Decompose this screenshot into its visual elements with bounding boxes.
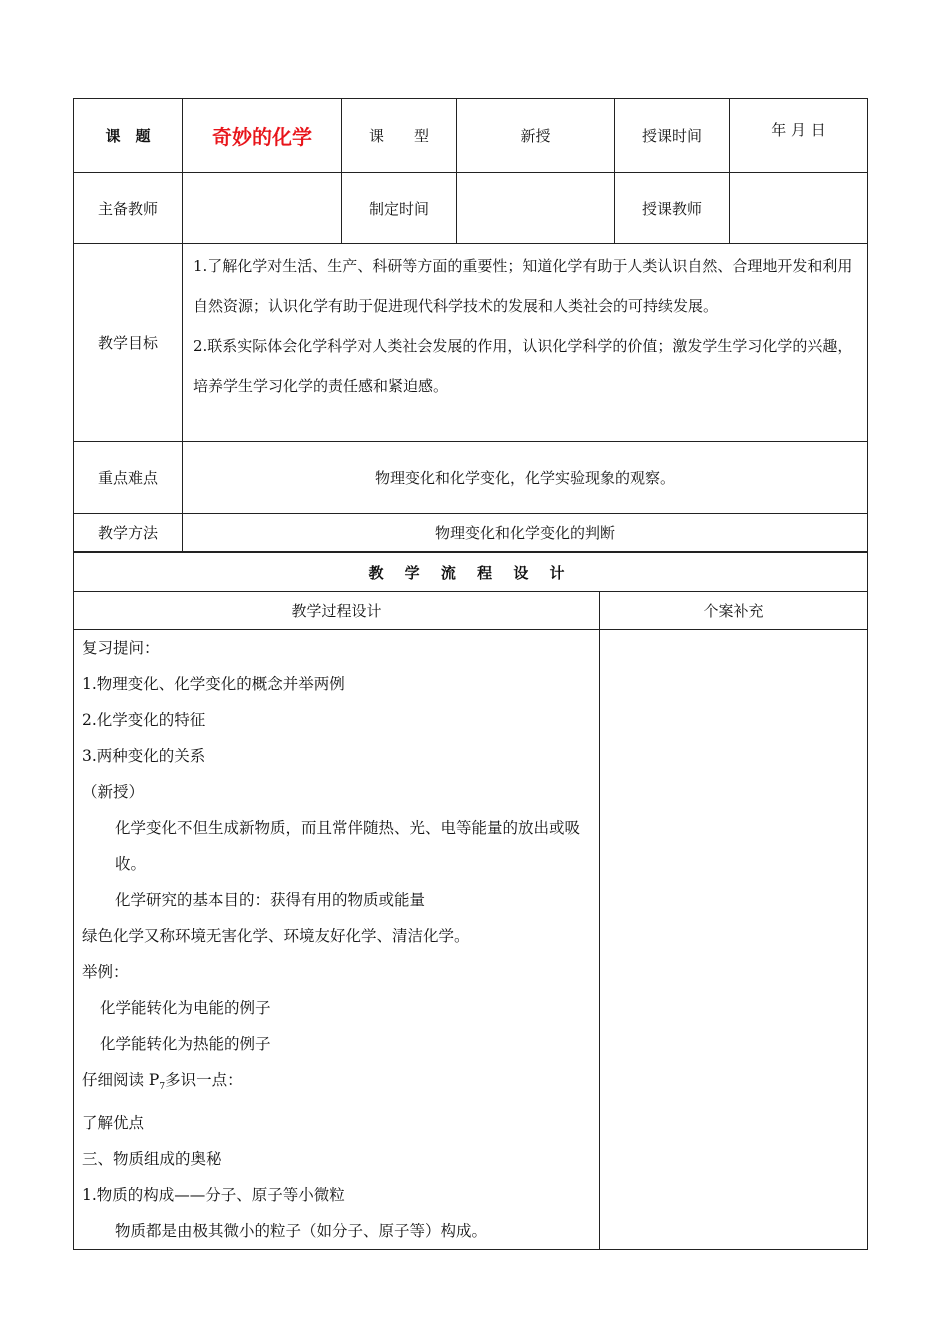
supplement-column-header: 个案补充 — [600, 592, 868, 630]
line-purpose: 化学研究的基本目的：获得有用的物质或能量 — [115, 891, 426, 909]
objective-2: 2.联系实际体会化学科学对人类社会发展的作用，认识化学科学的价值；激发学生学习化学的兴趣，培养学生学习化学的责任感和紧迫感。 — [193, 337, 853, 395]
topic-value: 奇妙的化学 — [183, 99, 342, 173]
line-read-b: 多识一点： — [165, 1071, 243, 1089]
line-energy: 化学变化不但生成新物质，而且常伴随热、光、电等能量的放出或吸收。 — [115, 819, 581, 873]
topic-label: 课 题 — [74, 99, 183, 173]
teach-time-label: 授课时间 — [615, 99, 730, 173]
process-column-header: 教学过程设计 — [74, 592, 600, 630]
line-q3: 3.两种变化的关系 — [82, 747, 206, 765]
method-label: 教学方法 — [74, 514, 183, 552]
key-points-value: 物理变化和化学变化，化学实验现象的观察。 — [183, 442, 868, 514]
made-time-value — [457, 173, 615, 244]
line-q2: 2.化学变化的特征 — [82, 711, 206, 729]
line-electric: 化学能转化为电能的例子 — [100, 999, 271, 1017]
lesson-info-table — [73, 98, 868, 552]
line-new: （新授） — [82, 783, 145, 801]
line-particles: 物质都是由极其微小的粒子（如分子、原子等）构成。 — [115, 1222, 488, 1241]
line-example: 举例： — [82, 963, 129, 981]
flow-title: 教 学 流 程 设 计 — [74, 553, 868, 592]
line-review: 复习提问： — [82, 639, 160, 657]
line-section3: 三、物质组成的奥秘 — [82, 1150, 222, 1169]
line-green: 绿色化学又称环境无害化学、环境友好化学、清洁化学。 — [82, 927, 470, 945]
lead-teacher-value — [183, 173, 342, 244]
line-composition: 1.物质的构成——分子、原子等小微粒 — [82, 1186, 345, 1205]
teach-date-value: 年 月 日 — [730, 99, 868, 173]
key-points-label: 重点难点 — [74, 442, 183, 514]
method-value: 物理变化和化学变化的判断 — [183, 514, 868, 552]
line-read-a: 仔细阅读 P — [82, 1071, 160, 1089]
line-q1: 1.物理变化、化学变化的概念并举两例 — [82, 675, 345, 693]
objective-1: 1.了解化学对生活、生产、科研等方面的重要性；知道化学有助于人类认识自然、合理地开发和利用自然资源；认识化学有助于促进现代科学技术的发展和人类社会的可持续发展。 — [193, 257, 853, 315]
line-read-page: 7 — [159, 1082, 166, 1093]
objectives-content — [183, 244, 868, 442]
lesson-type-label: 课 型 — [342, 99, 457, 173]
lesson-type-value: 新授 — [457, 99, 615, 173]
line-advantage: 了解优点 — [82, 1114, 145, 1133]
line-read — [82, 1062, 591, 1105]
teacher-label: 授课教师 — [615, 173, 730, 244]
lead-teacher-label: 主备教师 — [74, 173, 183, 244]
process-content — [74, 630, 600, 1250]
teacher-value — [730, 173, 868, 244]
teaching-flow-table — [73, 552, 868, 1250]
supplement-content — [600, 630, 868, 1250]
objectives-label: 教学目标 — [74, 244, 183, 442]
line-heat: 化学能转化为热能的例子 — [100, 1035, 271, 1053]
made-time-label: 制定时间 — [342, 173, 457, 244]
